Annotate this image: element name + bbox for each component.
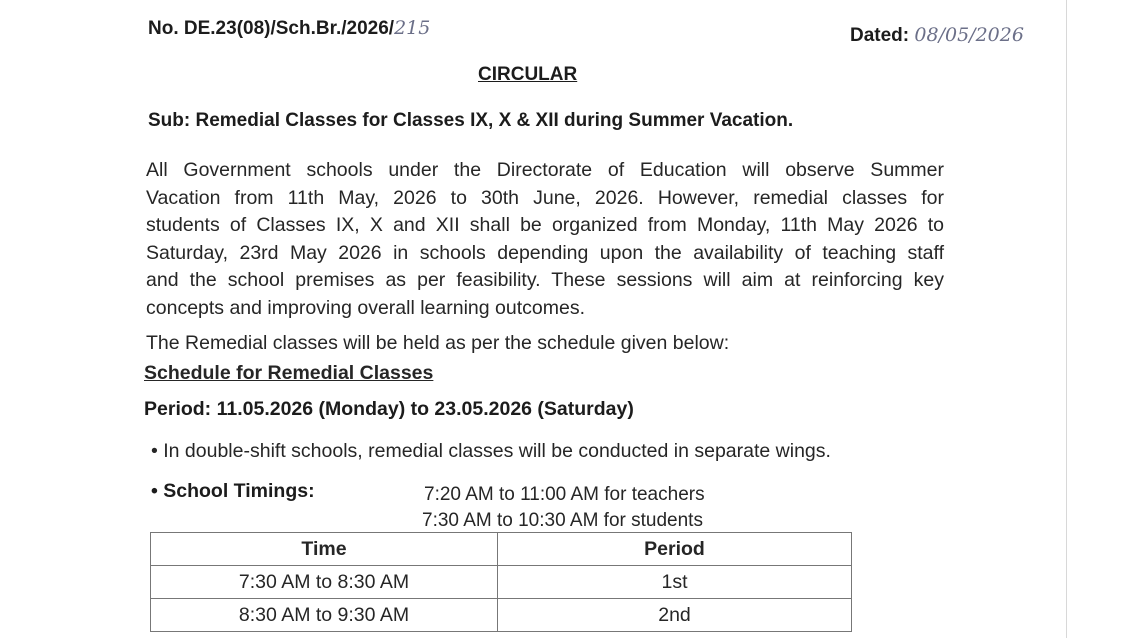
schedule-title: Schedule for Remedial Classes bbox=[144, 362, 434, 384]
double-shift-text: In double-shift schools, remedial classes will be conducted in separate wings. bbox=[163, 440, 831, 462]
bullet-glyph: • bbox=[151, 440, 158, 462]
body-line: students of Classes IX, X and XII shall be organized from Monday, 11th May 2026 to bbox=[146, 214, 944, 236]
table-row bbox=[151, 599, 852, 632]
body-line: Saturday, 23rd May 2026 in schools depending upon the availability of teaching staff bbox=[146, 241, 944, 264]
teacher-timing: 7:20 AM to 11:00 AM for teachers bbox=[424, 484, 705, 505]
schedule-table bbox=[150, 532, 852, 632]
table-row bbox=[151, 566, 852, 599]
dated-line bbox=[850, 24, 1024, 47]
time-cell: 7:30 AM to 8:30 AM bbox=[151, 566, 498, 599]
school-timings-bullet bbox=[151, 480, 315, 503]
period-cell: 1st bbox=[498, 566, 852, 599]
schedule-intro: The Remedial classes will be held as per the schedule given below: bbox=[146, 332, 730, 354]
time-column-header: Time bbox=[151, 533, 498, 566]
handwritten-reference-number: 215 bbox=[394, 17, 431, 39]
double-shift-bullet bbox=[151, 440, 831, 463]
body-line: and the school premises as per feasibility. These sessions will aim at reinforcing key bbox=[146, 269, 944, 291]
dated-label: Dated: bbox=[850, 25, 910, 46]
school-timings-label: School Timings: bbox=[163, 480, 315, 502]
period-column-header: Period bbox=[498, 533, 852, 566]
body-line: All Government schools under the Directorate of Education will observe Summer bbox=[146, 159, 944, 181]
page-edge-divider bbox=[1066, 0, 1067, 638]
table-header-row bbox=[151, 533, 852, 566]
body-line: Vacation from 11th May, 2026 to 30th June, 2026. However, remedial classes for bbox=[146, 186, 944, 209]
reference-label: No. DE.23(08)/Sch.Br./2026/ bbox=[148, 18, 395, 39]
reference-number bbox=[148, 17, 430, 40]
body-line: concepts and improving overall learning outcomes. bbox=[146, 296, 585, 319]
bullet-glyph: • bbox=[151, 480, 158, 502]
schedule-period: Period: 11.05.2026 (Monday) to 23.05.2026 (Saturday) bbox=[144, 398, 634, 420]
time-cell: 8:30 AM to 9:30 AM bbox=[151, 599, 498, 632]
circular-subject: Sub: Remedial Classes for Classes IX, X & XII during Summer Vacation. bbox=[148, 110, 794, 131]
circular-title: CIRCULAR bbox=[478, 64, 578, 85]
period-cell: 2nd bbox=[498, 599, 852, 632]
handwritten-date: 08/05/2026 bbox=[914, 24, 1024, 46]
student-timing: 7:30 AM to 10:30 AM for students bbox=[422, 510, 703, 531]
body-paragraph bbox=[146, 157, 944, 322]
